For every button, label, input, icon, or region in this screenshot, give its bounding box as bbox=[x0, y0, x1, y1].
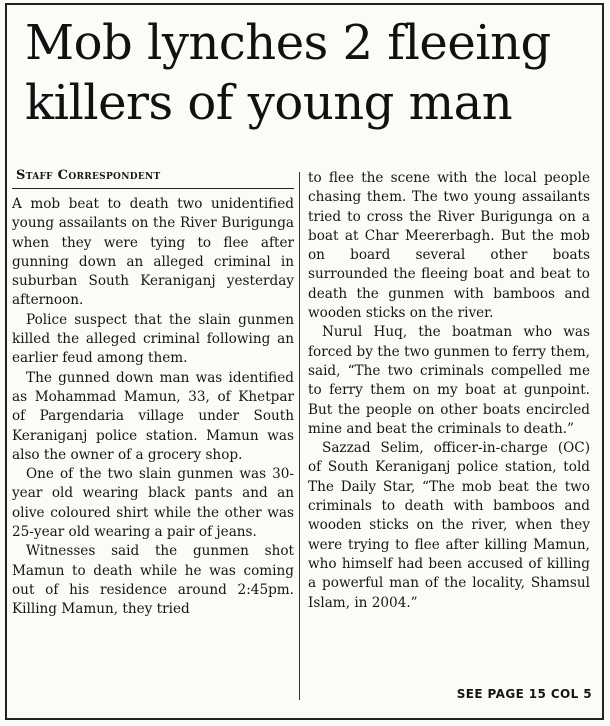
article-column-1 bbox=[12, 168, 294, 620]
headline bbox=[25, 13, 595, 133]
byline-text: Staff Correspondent bbox=[16, 168, 161, 183]
headline-line-2: killers of young man bbox=[25, 75, 513, 131]
paragraph: Witnesses said the gunmen shot Mamun to death while he was coming out of his residence around 2:45pm. Killing Mamun, they tried bbox=[12, 543, 294, 618]
paragraph: The gunned down man was identified as Mohammad Mamun, 33, of Khetpar of Pargendaria village under South Keraniganj police station. Mamun was also the owner of a grocery shop. bbox=[12, 369, 294, 463]
byline bbox=[16, 168, 294, 184]
paragraph: Police suspect that the slain gunmen killed the alleged criminal following an earlier feud among them. bbox=[12, 311, 294, 367]
paragraph: One of the two slain gunmen was 30-year old wearing black pants and an olive coloured shirt while the other was 25-year old wearing a pair of jeans. bbox=[12, 466, 294, 541]
continuation-link[interactable]: SEE PAGE 15 COL 5 bbox=[456, 687, 592, 701]
paragraph: A mob beat to death two unidentified young assailants on the River Burigunga when they were tying to flee after gunning down an alleged criminal in suburban South Keraniganj yesterday afternoon. bbox=[12, 196, 294, 309]
paragraph: Nurul Huq, the boatman who was forced by the two gunmen to ferry them, said, “The two criminals compelled me to ferry them on my boat at gunpoint. But the people on other boats encircled mine and beat the criminals to death.” bbox=[308, 324, 590, 437]
paragraph: Sazzad Selim, officer-in-charge (OC) of South Keraniganj police station, told The Daily Star, “The mob beat the two criminals to death with bamboos and wooden sticks on the river, when they were trying to flee after killing Mamun, who himself had been accused of killing a powerful man of the locality, Shamsul Islam, in 2004.” bbox=[308, 440, 590, 611]
column-divider bbox=[299, 172, 300, 700]
article-column-2 bbox=[308, 169, 590, 613]
headline-line-1: Mob lynches 2 fleeing bbox=[25, 15, 551, 71]
paragraph: to flee the scene with the local people chasing them. The two young assailants tried to cross the River Burigunga on a boat at Char Meererbagh. But the mob on board several other boats surrounded the fleeing boat and beat to death the gunmen with bamboos and wooden sticks on the river. bbox=[308, 170, 590, 322]
byline-rule bbox=[12, 188, 294, 189]
